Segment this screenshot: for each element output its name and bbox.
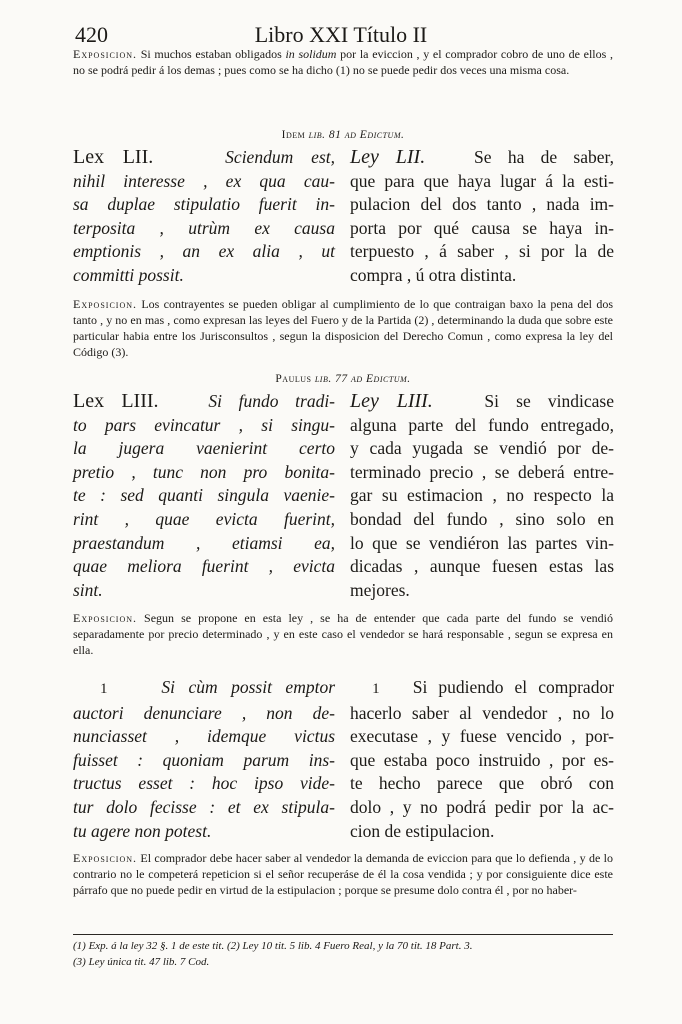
latin-line: praestandum , etiamsi ea, — [73, 532, 335, 553]
spanish-line: hacerlo saber al vendedor , no lo — [350, 702, 614, 723]
latin-line: rint , quae evicta fuerint, — [73, 508, 335, 529]
latin-line: sa duplae stipulatio fuerit in- — [73, 194, 335, 215]
spanish-line: bondad del fundo , sino solo en — [350, 508, 614, 529]
exposicion-paragraph — [73, 46, 613, 78]
latin-line: emptionis , an ex alia , ut — [73, 241, 335, 262]
lex-heading: Lex LII. — [73, 146, 154, 168]
exposicion-paragraph — [73, 610, 613, 658]
exposicion-paragraph — [73, 850, 613, 898]
exposicion-text: Si muchos estaban obligados — [137, 47, 286, 61]
exposicion-paragraph — [73, 296, 613, 360]
spanish-line: mejores. — [350, 579, 410, 600]
section-number: 1 — [372, 681, 380, 697]
spanish-line: y cada yugada se vendió por de- — [350, 438, 614, 459]
spanish-column — [350, 390, 614, 602]
source-author: Idem — [281, 129, 306, 141]
spanish-line: porta por qué causa se haya in- — [350, 217, 614, 238]
latin-line: sint. — [73, 579, 103, 600]
spanish-line: lo que se vendiéron las partes vin- — [350, 532, 614, 553]
spanish-line: executase , y fuese vencido , por- — [350, 726, 614, 747]
exposicion-text: Segun se propone en esta ley , se ha de entender que cada parte del fundo se vendió separadamente por precio determinado , y en este caso el vendedor se hará responsable , segun se expresa en ella. — [73, 611, 613, 657]
latin-line: nihil interesse , ex qua cau- — [73, 170, 335, 191]
spanish-line: terminado precio , se deberá entre- — [350, 461, 614, 482]
latin-line: 1 Si cùm possit emptor — [99, 677, 336, 697]
spanish-line: gar su estimacion , no respecto la — [350, 485, 614, 506]
latin-line: pretio , tunc non pro bonita- — [73, 461, 335, 482]
page-number: 420 — [75, 22, 108, 47]
latin-line: fuisset : quoniam parum ins- — [73, 749, 335, 770]
latin-line: quae meliora fuerint , evicta — [73, 556, 335, 577]
footnote-line: (1) Exp. á la ley 32 §. 1 de este tit. (2) Ley 10 tit. 5 lib. 4 Fuero Real, y la 70 tit. 18 Part. 3. — [73, 940, 473, 952]
latin-line: tu agere non potest. — [73, 820, 212, 841]
section-number: 1 — [99, 681, 108, 697]
spanish-line: te hecho parece que obró con — [350, 773, 614, 794]
exposicion-label: Exposicion. — [73, 611, 138, 625]
spanish-line: alguna parte del fundo entregado, — [350, 414, 614, 435]
spanish-line: Ley LIII. Si se vindicase — [350, 390, 614, 412]
spanish-column — [350, 676, 614, 843]
ley-heading: Ley LIII. — [350, 390, 433, 412]
spanish-line: dolo , y no podrá pedir por la ac- — [350, 796, 614, 817]
exposicion-italic: in solidum — [285, 47, 337, 61]
spanish-line: 1 Si pudiendo el comprador — [372, 677, 615, 697]
spanish-line: Ley LII. Se ha de saber, — [350, 146, 614, 168]
spanish-column — [350, 146, 614, 288]
source-attribution — [73, 129, 613, 141]
latin-line: to pars evincatur , si singu- — [73, 414, 335, 435]
exposicion-text: por la eviccion , y el comprador cobro de uno de ellos , no se podrá pedir á los demas ; pues como se ha dicho (1) no se puede pedir dos veces una misma cosa. — [73, 47, 613, 77]
lex-heading: Lex LIII. — [73, 390, 159, 412]
exposicion-text: El comprador debe hacer saber al vendedor la demanda de eviccion para que lo defienda , y de lo contrario no le competerá repeticion si el señor recuperáse de él la cosa vendida ; y por consiguiente dice este párrafo que no puede pedir en virtud de la estipulacion ; porque se presume dolo contra él , por no haber- — [73, 851, 613, 897]
spanish-line: que para que haya lugar á la esti- — [350, 170, 614, 191]
latin-column — [73, 676, 335, 843]
latin-column — [73, 146, 335, 288]
exposicion-label: Exposicion. — [73, 297, 138, 311]
spanish-line: compra , ú otra distinta. — [350, 264, 517, 285]
latin-line: tructus esset : hoc ipso vide- — [73, 773, 335, 794]
spanish-line: pulacion del dos tanto , nada im- — [350, 194, 614, 215]
exposicion-label: Exposicion. — [73, 851, 138, 865]
exposicion-label: Exposicion. — [73, 47, 138, 61]
spanish-line: dicadas , aunque fuesen estas las — [350, 556, 614, 577]
latin-line: committi possit. — [73, 264, 184, 285]
running-title: Libro XXI Título II — [254, 22, 428, 47]
latin-line: te : sed quanti singula vaenie- — [73, 485, 335, 506]
footnote-divider — [73, 934, 613, 935]
latin-line: auctori denunciare , non de- — [73, 702, 335, 723]
footnotes — [73, 938, 613, 970]
spanish-line: cion de estipulacion. — [350, 820, 495, 841]
source-text: lib. 81 ad Edictum. — [305, 129, 405, 141]
latin-column — [73, 390, 335, 602]
spanish-line: que estaba poco instruido , por es- — [350, 749, 614, 770]
source-text: lib. 77 ad Edictum. — [311, 373, 411, 385]
latin-line: Lex LII. Sciendum est, — [73, 146, 336, 168]
latin-line: nunciasset , idemque victus — [73, 726, 335, 747]
footnote-line: (3) Ley única tit. 47 lib. 7 Cod. — [73, 956, 210, 968]
source-author: Paulus — [275, 373, 312, 385]
ley-heading: Ley LII. — [350, 146, 426, 168]
latin-line: la jugera vaenierint certo — [73, 438, 335, 459]
latin-line: Lex LIII. Si fundo tradi- — [73, 390, 336, 412]
source-attribution — [73, 373, 613, 385]
latin-line: terposita , utrùm ex causa — [73, 217, 335, 238]
spanish-line: terpuesto , á saber , si por la de — [350, 241, 614, 262]
exposicion-text: Los contrayentes se pueden obligar al cumplimiento de lo que contraigan baxo la pena del dos tanto , y no en mas , como expresan las leyes del Fuero y de la Partida (2) , determinando la duda que sobre este particular habia entre los Jurisconsultos , segun la disposicion del Derecho Comun , como expresa la ley del Código (3). — [73, 297, 613, 359]
latin-line: tur dolo fecisse : et ex stipula- — [73, 796, 335, 817]
